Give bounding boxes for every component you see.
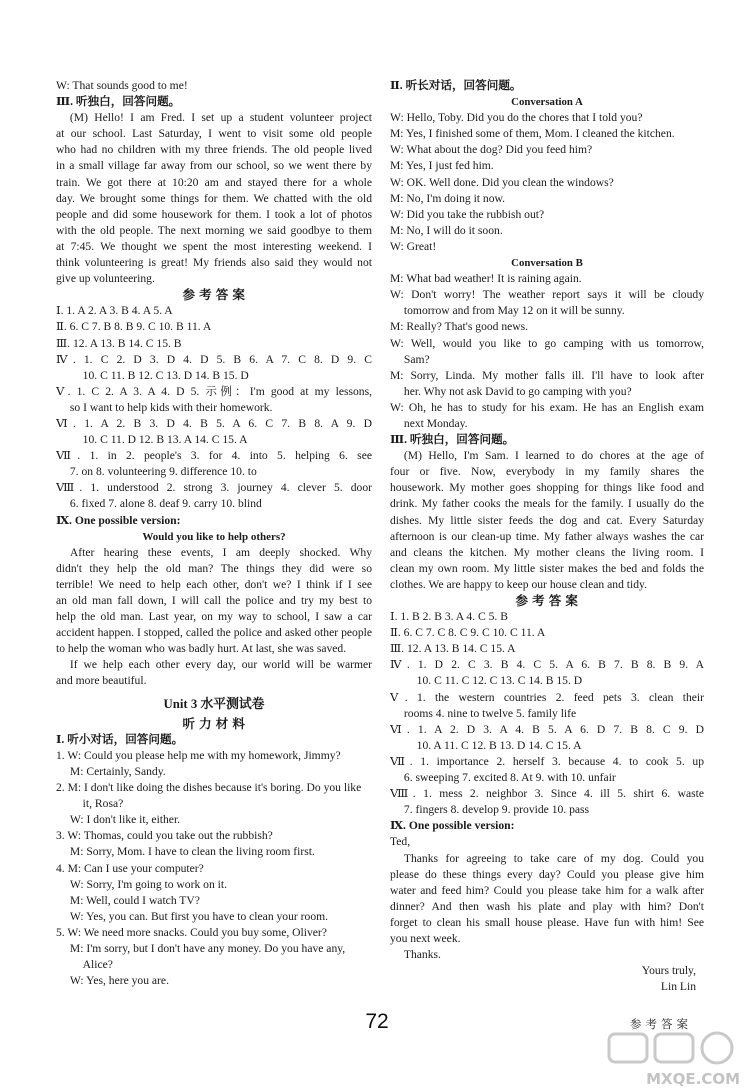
right-line: Ⅷ. 1. mess 2. neighbor 3. Since 4. ill 5. shirt 6. waste: [390, 787, 704, 801]
right-line: her. Why not ask David to go camping with you?: [403, 384, 632, 398]
left-line: W: I don't like it, either.: [69, 813, 181, 827]
right-line: afternoon is our clean-up time. My father always washes the car: [390, 529, 704, 543]
right-line: Lin Lin: [660, 980, 696, 994]
left-line: terrible! We need to help each other, don't we? I think if I see: [56, 577, 372, 591]
right-line: W: What about the dog? Did you feed him?: [390, 143, 593, 157]
right-line: M: Yes, I finished some of them, Mom. I cleaned the kitchen.: [390, 127, 675, 141]
right-line: Conversation A: [511, 96, 583, 109]
left-line: give up volunteering.: [56, 272, 155, 286]
left-line: 4. M: Can I use your computer?: [56, 861, 204, 875]
right-line: Ted,: [390, 835, 411, 849]
left-line: 6. fixed 7. alone 8. deaf 9. carry 10. blind: [69, 497, 262, 511]
right-line: 6. sweeping 7. excited 8. At 9. with 10. unfair: [403, 771, 616, 785]
left-line: Ⅴ. 1. C 2. A 3. A 4. D 5. 示例：I'm good at my lessons,: [56, 384, 372, 398]
left-line: If we help each other every day, our world will be warmer: [69, 658, 372, 672]
left-line: 2. M: I don't like doing the dishes because it's boring. Do you like: [56, 781, 362, 795]
right-line: rooms 4. nine to twelve 5. family life: [403, 706, 577, 720]
right-line: Yours truly,: [641, 964, 696, 978]
right-line: Ⅸ. One possible version:: [390, 819, 515, 833]
left-line: 1. W: Could you please help me with my homework, Jimmy?: [56, 748, 341, 762]
left-line: M: Certainly, Sandy.: [69, 764, 166, 778]
left-line: 3. W: Thomas, could you take out the rubbish?: [56, 829, 273, 843]
left-line: accident happen. I stopped, called the police and asked other people: [56, 626, 372, 640]
right-line: four or five. Now, everybody in my family shares the: [390, 465, 704, 479]
left-line: Ⅲ. 听独白，回答问题。: [56, 95, 181, 109]
left-line: Unit 3 水平测试卷: [163, 696, 265, 711]
left-line: Ⅲ. 12. A 13. B 14. C 15. B: [56, 336, 182, 350]
left-line: Ⅳ. 1. C 2. D 3. D 4. D 5. B 6. A 7. C 8. D 9. C: [56, 352, 372, 366]
right-line: housework. My mother goes shopping for things like food and: [390, 481, 704, 495]
right-line: forget to clean his small house please. Have fun with him! See: [390, 915, 704, 929]
left-line: 10. C 11. B 12. C 13. D 14. B 15. D: [82, 368, 249, 382]
left-line: Ⅰ. 听小对话，回答问题。: [56, 732, 184, 746]
left-line: Alice?: [82, 958, 113, 972]
right-line: Thanks.: [403, 948, 441, 962]
right-line: Ⅴ. 1. the western countries 2. feed pets 3. clean their: [390, 690, 704, 704]
right-line: 7. fingers 8. develop 9. provide 10. pass: [403, 803, 590, 817]
left-line: 参 考 答 案: [182, 288, 246, 303]
left-line: and more beautiful.: [56, 674, 147, 688]
right-line: Ⅱ. 6. C 7. C 8. C 9. C 10. C 11. A: [390, 626, 546, 640]
left-line: 10. C 11. D 12. B 13. A 14. C 15. A: [82, 433, 248, 447]
right-line: clothes. We are happy to keep our house clean and tidy.: [390, 577, 647, 591]
left-line: so I want to help kids with their homework.: [69, 400, 273, 414]
right-line: W: Don't worry! The weather report says it will be cloudy: [390, 288, 704, 302]
right-line: Ⅱ. 听长对话，回答问题。: [390, 79, 522, 92]
right-line: you next week.: [390, 931, 461, 945]
left-line: an old man fall down, I will call the police and try my best to: [56, 594, 372, 607]
watermark-stamp-icon: [609, 1033, 732, 1063]
right-line: water and feed him? Could you please take him for a walk after: [390, 883, 704, 897]
left-line: Ⅷ. 1. understood 2. strong 3. journey 4. clever 5. door: [56, 481, 372, 495]
right-line: W: Oh, he has to study for his exam. He has an English exam: [390, 400, 704, 414]
left-line: M: Sorry, Mom. I have to clean the living room first.: [69, 845, 315, 859]
left-line: W: That sounds good to me!: [56, 79, 188, 92]
right-line: W: Did you take the rubbish out?: [390, 207, 545, 221]
left-line: at our school. Last Saturday, I went to visit some old people: [56, 127, 372, 141]
left-line: train. We got there at 10:20 am and stayed there for a whole: [56, 175, 372, 189]
right-line: 参 考 答 案: [515, 594, 579, 608]
left-line: Ⅰ. 1. A 2. A 3. B 4. A 5. A: [56, 304, 173, 318]
left-line: with the old people. The next morning we said goodbye to them: [56, 223, 372, 237]
left-line: 5. W: We need more snacks. Could you buy some, Oliver?: [56, 925, 327, 939]
right-line: (M) Hello, I'm Sam. I learned to do chores at the age of: [403, 449, 704, 463]
left-line: at 7:45. We thought we spent the most interesting weekend. I: [56, 239, 372, 253]
right-line: drink. My father cooks the meals for the family. I usually do the: [390, 497, 704, 511]
right-line: dinner? And then wash his plate and play with him? Don't: [390, 899, 704, 913]
left-line: (M) Hello! I am Fred. I set up a student volunteer project: [69, 111, 372, 125]
left-line: W: Yes, here you are.: [69, 974, 169, 988]
right-line: please do these things every day? Could you please give him: [390, 867, 704, 881]
left-line: Would you like to help others?: [142, 530, 286, 543]
right-line: Ⅲ. 听独白，回答问题。: [390, 433, 515, 447]
left-line: W: Yes, you can. But first you have to clean your room.: [69, 909, 329, 923]
left-line: 7. on 8. volunteering 9. difference 10. to: [69, 465, 257, 479]
right-line: 10. A 11. C 12. B 13. D 14. C 15. A: [416, 738, 582, 752]
right-line: W: Hello, Toby. Did you do the chores that I told you?: [390, 111, 643, 125]
watermark-text: MXQE.COM: [646, 1070, 740, 1088]
right-line: M: No, I will do it soon.: [390, 223, 503, 237]
left-line: didn't they help the old man? The things they did were so: [56, 561, 372, 575]
right-line: M: Sorry, Linda. My mother falls ill. I'll have to look after: [390, 368, 704, 382]
right-line: M: No, I'm doing it now.: [390, 191, 506, 205]
left-line: Ⅶ. 1. in 2. people's 3. for 4. into 5. helping 6. see: [56, 449, 372, 463]
footer-answer-tag: 参考答案: [630, 1017, 692, 1031]
right-line: dishes. My little sister feeds the dog and cat. Every Saturday: [390, 513, 704, 527]
left-line: M: I'm sorry, but I don't have any money. Do you have any,: [69, 941, 346, 955]
right-line: 10. C 11. C 12. C 13. C 14. B 15. D: [416, 674, 583, 688]
left-column: [56, 78, 372, 989]
right-line: Ⅳ. 1. D 2. C 3. B 4. C 5. A 6. B 7. B 8. B 9. A: [390, 658, 704, 672]
right-line: Ⅶ. 1. importance 2. herself 3. because 4. to cook 5. up: [390, 754, 704, 768]
left-line: Ⅵ. 1. A 2. B 3. D 4. B 5. A 6. C 7. B 8. A 9. D: [56, 416, 372, 430]
left-line: day. We brought some things for them. We chatted with the old: [56, 191, 372, 205]
right-line: tomorrow and from May 12 on it will be sunny.: [403, 304, 625, 318]
left-line: think volunteering is great! My friends also said they would not: [56, 256, 372, 270]
right-line: clean my own room. My little sister makes the bed and folds the: [390, 561, 704, 575]
right-line: W: Well, would you like to go camping with us tomorrow,: [390, 336, 704, 350]
left-line: people and did some housework for them. I took a lot of photos: [56, 207, 372, 221]
left-line: to help the woman who was badly hurt. At last, she was saved.: [56, 642, 347, 656]
left-line: 听 力 材 料: [182, 716, 246, 731]
right-line: next Monday.: [403, 416, 468, 430]
right-column: [390, 78, 704, 995]
right-line: Conversation B: [511, 257, 583, 270]
right-line: Thanks for agreeing to take care of my dog. Could you: [403, 851, 704, 865]
left-line: who had no children with my three friends. The old people lived: [56, 143, 372, 157]
right-line: M: Really? That's good news.: [390, 320, 529, 334]
left-line: W: Sorry, I'm going to work on it.: [69, 877, 227, 891]
watermark-logo: [605, 1030, 745, 1088]
right-line: Ⅰ. 1. B 2. B 3. A 4. C 5. B: [390, 610, 508, 624]
right-line: and cleans the kitchen. My mother cleans the living room. I: [390, 545, 704, 559]
page-number: 72: [365, 1010, 389, 1033]
left-line: Ⅱ. 6. C 7. B 8. B 9. C 10. B 11. A: [56, 320, 212, 334]
right-line: M: Yes, I just fed him.: [390, 159, 494, 173]
right-line: Sam?: [403, 352, 430, 366]
left-line: After hearing these events, I am deeply shocked. Why: [69, 545, 372, 559]
left-line: it, Rosa?: [82, 797, 124, 811]
left-line: help the old man. Last year, on my way to school, I saw a car: [56, 610, 372, 624]
left-line: M: Well, could I watch TV?: [69, 893, 200, 907]
left-line: in a small village far away from our school, so we went there by: [56, 159, 372, 173]
right-line: W: Great!: [390, 239, 437, 253]
left-line: Ⅸ. One possible version:: [56, 513, 181, 527]
right-line: M: What bad weather! It is raining again.: [390, 272, 582, 286]
right-line: W: OK. Well done. Did you clean the windows?: [390, 175, 614, 189]
right-line: Ⅲ. 12. A 13. B 14. C 15. A: [390, 642, 516, 656]
right-line: Ⅵ. 1. A 2. D 3. A 4. B 5. A 6. D 7. B 8. C 9. D: [390, 722, 704, 736]
